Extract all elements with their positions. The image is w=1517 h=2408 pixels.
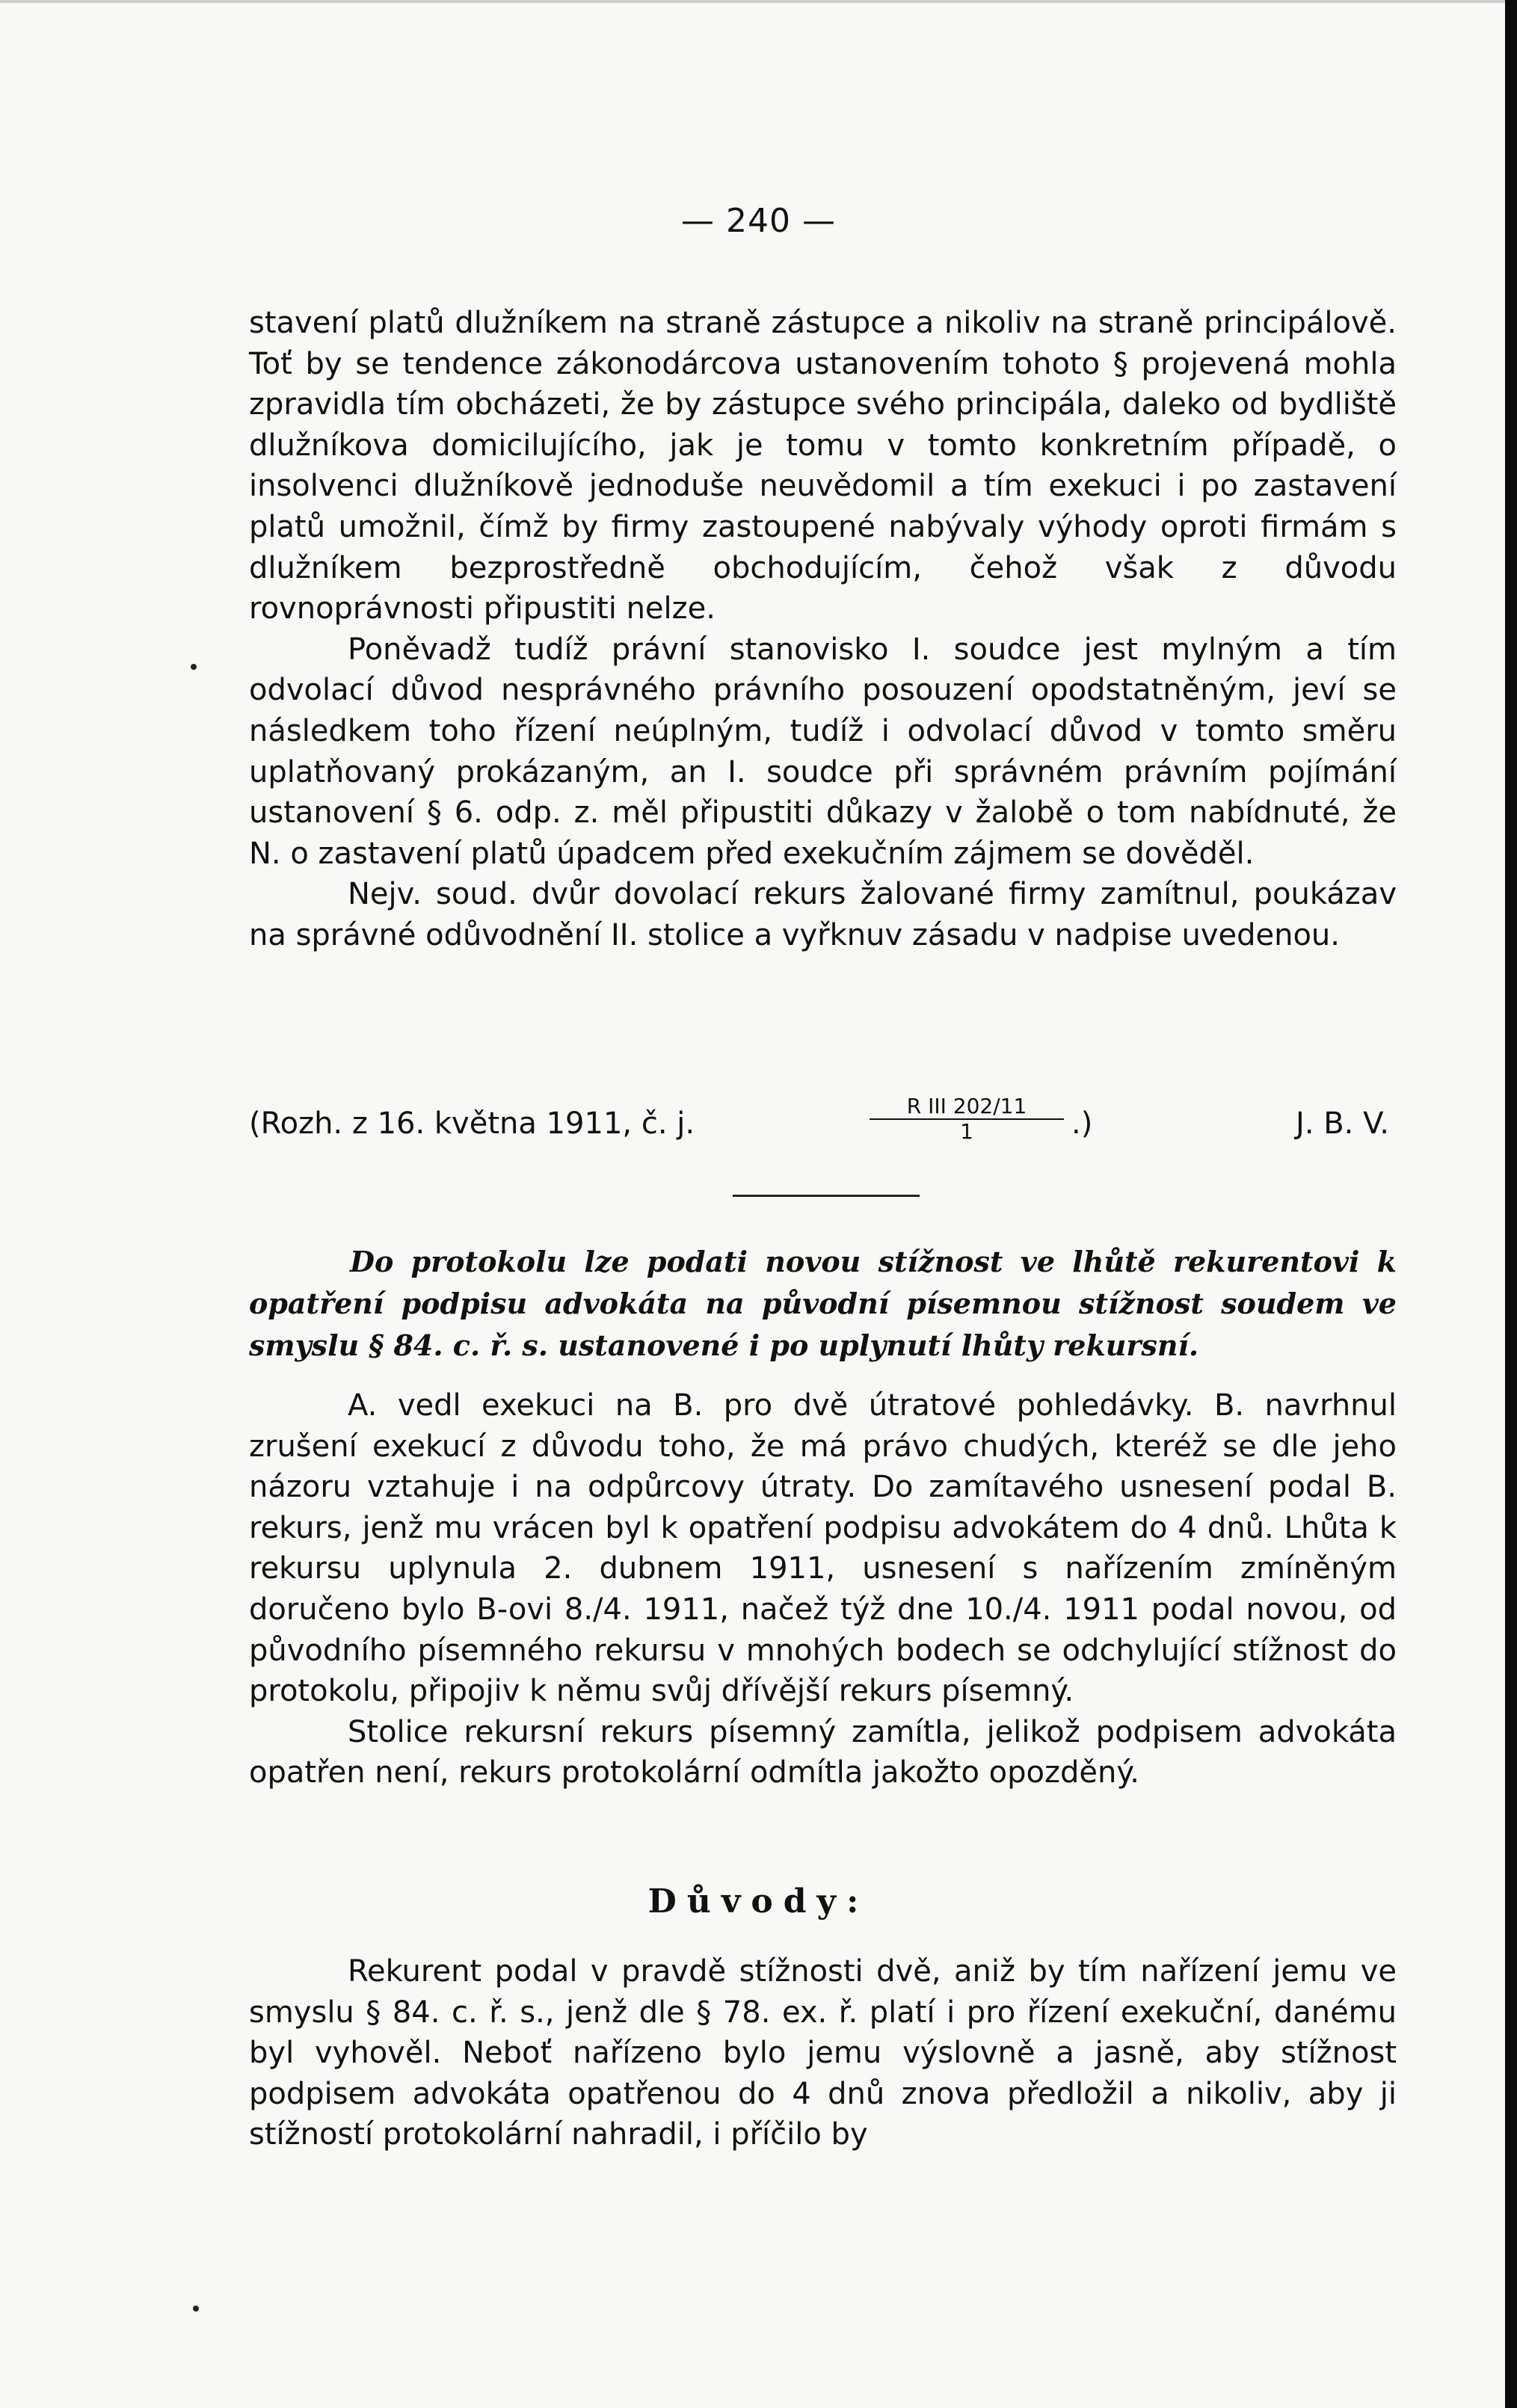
- paragraph: stavení platů dlužníkem na straně zástupce a nikoliv na straně principálově. Toť by se tendence zákonodárcova ustanovením tohoto § projevená mohla zpravidla tím obcházeti, že by zástupce svého principála, daleko od bydliště dlužníkova domicilujícího, jak je tomu v tomto konkretním případě, o insolvenci dlužníkově jednoduše neuvědomil a tím exekuci i po zastavení platů umožnil, čímž by firmy zastoupené nabývaly výhody oproti firmám s dlužníkem bezprostředně obchodujícím, čehož však z důvodu rovnoprávnosti připustiti nelze.: [249, 306, 1397, 626]
- reference-text: (Rozh. z 16. května 1911, č. j.: [249, 1106, 695, 1141]
- author-signature: J. B. V.: [1295, 1106, 1389, 1141]
- decision-reference: [249, 1094, 1397, 1151]
- reference-fraction: [870, 1094, 1064, 1144]
- reference-close: .): [1071, 1106, 1093, 1141]
- section-heading: Důvody:: [647, 1882, 870, 1921]
- headnote-text: Do protokolu lze podati novou stížnost ve lhůtě rekurentovi k opatření podpisu advokáta na původní písemnou stížnost soudem ve smyslu § 84. c. ř. s. ustanovené i po uplynutí lhůty rekursní.: [249, 1245, 1397, 1362]
- scan-top-edge: [0, 0, 1517, 3]
- paragraph: Poněvadž tudíž právní stanovisko I. soudce jest mylným a tím odvolací důvod nesprávného právního posouzení opodstatněným, jeví se následkem toho řízení neúplným, tudíž i odvolací důvod v tomto směru uplatňovaný prokázaným, an I. soudce při správném právním pojímání ustanovení § 6. odp. z. měl připustiti důkazy v žalobě o tom nabídnuté, že N. o zastavení platů úpadcem před exekučním zájmem se dověděl.: [249, 632, 1397, 871]
- scan-right-edge: [1505, 0, 1517, 2408]
- paragraph: Nejv. soud. dvůr dovolací rekurs žalované firmy zamítnul, poukázav na správné odůvodnění II. stolice a vyřknuv zásadu v nadpise uvedenou.: [249, 877, 1397, 952]
- page-number: — 240 —: [681, 202, 836, 240]
- scan-speck: [191, 664, 197, 670]
- paragraph: Rekurent podal v pravdě stížnosti dvě, aniž by tím nařízení jemu ve smyslu § 84. c. ř. s., jenž dle § 78. ex. ř. platí i pro řízení exekuční, danému byl vyhověl. Neboť nařízeno bylo jemu výslovně a jasně, aby stížnost podpisem advokáta opatřenou do 4 dnů znova předložil a nikoliv, aby ji stížností protokolární nahradil, i příčilo by: [249, 1954, 1397, 2152]
- text-block-1: [249, 303, 1397, 956]
- fraction-denominator: 1: [960, 1119, 973, 1144]
- paragraph: A. vedl exekuci na B. pro dvě útratové pohledávky. B. navrhnul zrušení exekucí z důvodu toho, že má právo chudých, kteréž se dle jeho názoru vztahuje i na odpůrcovy útraty. Do zamítavého usnesení podal B. rekurs, jenž mu vrácen byl k opatření podpisu advokátem do 4 dnů. Lhůta k rekursu uplynula 2. dubnem 1911, usnesení s nařízením zmíněným doručeno bylo B-ovi 8./4. 1911, načež týž dne 10./4. 1911 podal novou, od původního písemného rekursu v mnohých bodech se odchylující stížnost do protokolu, připojiv k němu svůj dřívější rekurs písemný.: [249, 1388, 1397, 1709]
- scan-speck: [193, 2306, 199, 2312]
- section-divider: [733, 1195, 920, 1197]
- text-block-2: [249, 1385, 1397, 1793]
- paragraph: Stolice rekursní rekurs písemný zamítla, jelikož podpisem advokáta opatřen není, rekurs protokolární odmítla jakožto opozděný.: [249, 1714, 1397, 1790]
- text-block-3: [249, 1951, 1397, 2155]
- headnote: [249, 1241, 1397, 1367]
- fraction-numerator: R III 202/11: [870, 1094, 1064, 1120]
